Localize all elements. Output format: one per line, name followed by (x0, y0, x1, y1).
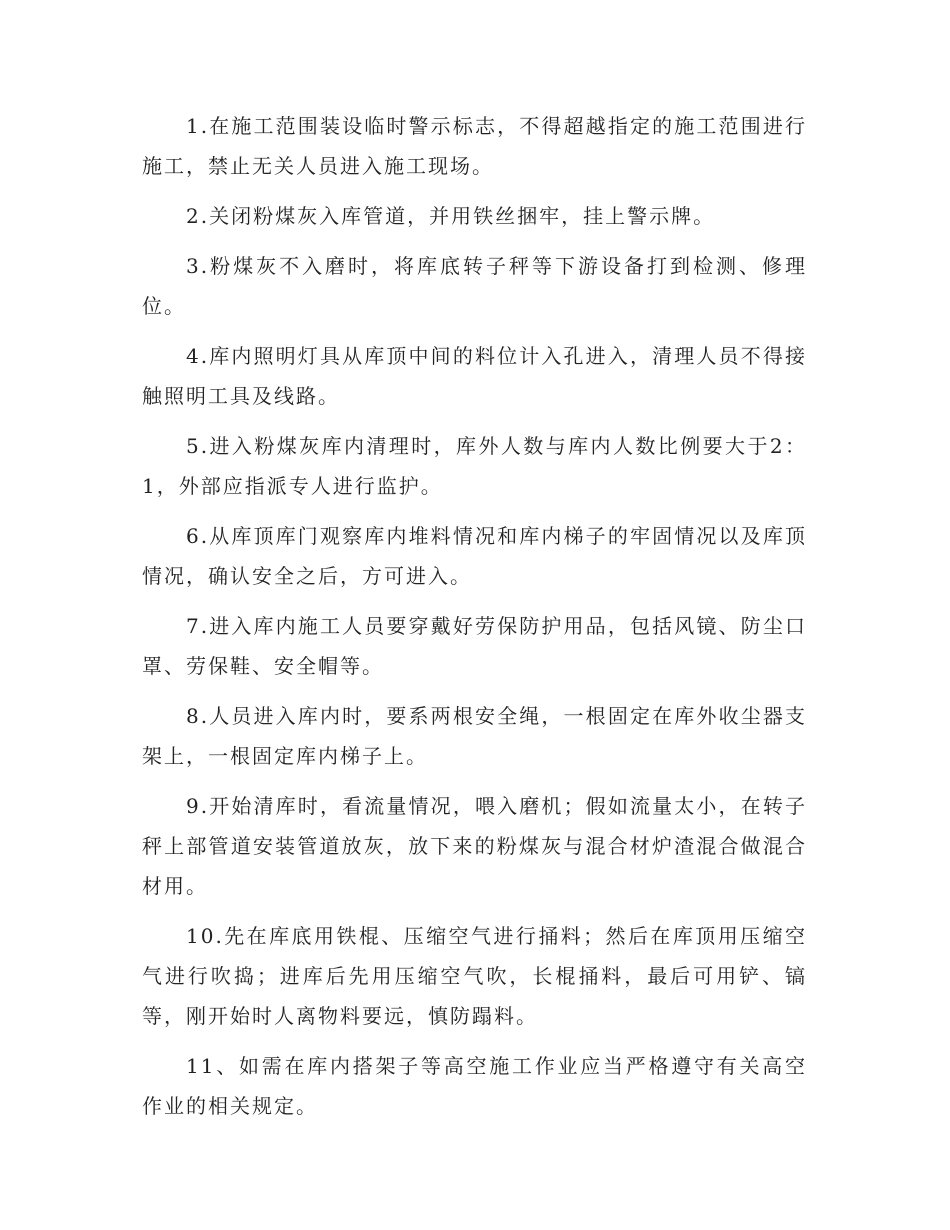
paragraph-1: 1.在施工范围装设临时警示标志，不得超越指定的施工范围进行施工，禁止无关人员进入施工现场。 (142, 114, 807, 178)
document-body (142, 106, 807, 1136)
paragraph-5: 5.进入粉煤灰库内清理时，库外人数与库内人数比例要大于2：1，外部应指派专人进行监护。 (142, 434, 807, 498)
paragraph-3: 3.粉煤灰不入磨时，将库底转子秤等下游设备打到检测、修理位。 (142, 254, 807, 318)
paragraph-9: 9.开始清库时，看流量情况，喂入磨机；假如流量太小，在转子秤上部管道安装管道放灰，放下来的粉煤灰与混合材炉渣混合做混合材用。 (142, 794, 807, 898)
paragraph-6: 6.从库顶库门观察库内堆料情况和库内梯子的牢固情况以及库顶情况，确认安全之后，方可进入。 (142, 524, 807, 588)
paragraph-2: 2.关闭粉煤灰入库管道，并用铁丝捆牢，挂上警示牌。 (186, 204, 716, 228)
paragraph-7: 7.进入库内施工人员要穿戴好劳保防护用品，包括风镜、防尘口罩、劳保鞋、安全帽等。 (142, 614, 807, 678)
paragraph-10: 10.先在库底用铁棍、压缩空气进行捅料；然后在库顶用压缩空气进行吹捣；进库后先用压缩空气吹，长棍捅料，最后可用铲、镐等，刚开始时人离物料要远，慎防蹋料。 (142, 924, 807, 1028)
paragraph-11: 11、如需在库内搭架子等高空施工作业应当严格遵守有关高空作业的相关规定。 (142, 1054, 807, 1118)
paragraph-4: 4.库内照明灯具从库顶中间的料位计入孔进入，清理人员不得接触照明工具及线路。 (142, 344, 807, 408)
paragraph-8: 8.人员进入库内时，要系两根安全绳，一根固定在库外收尘器支架上，一根固定库内梯子上。 (142, 704, 807, 768)
